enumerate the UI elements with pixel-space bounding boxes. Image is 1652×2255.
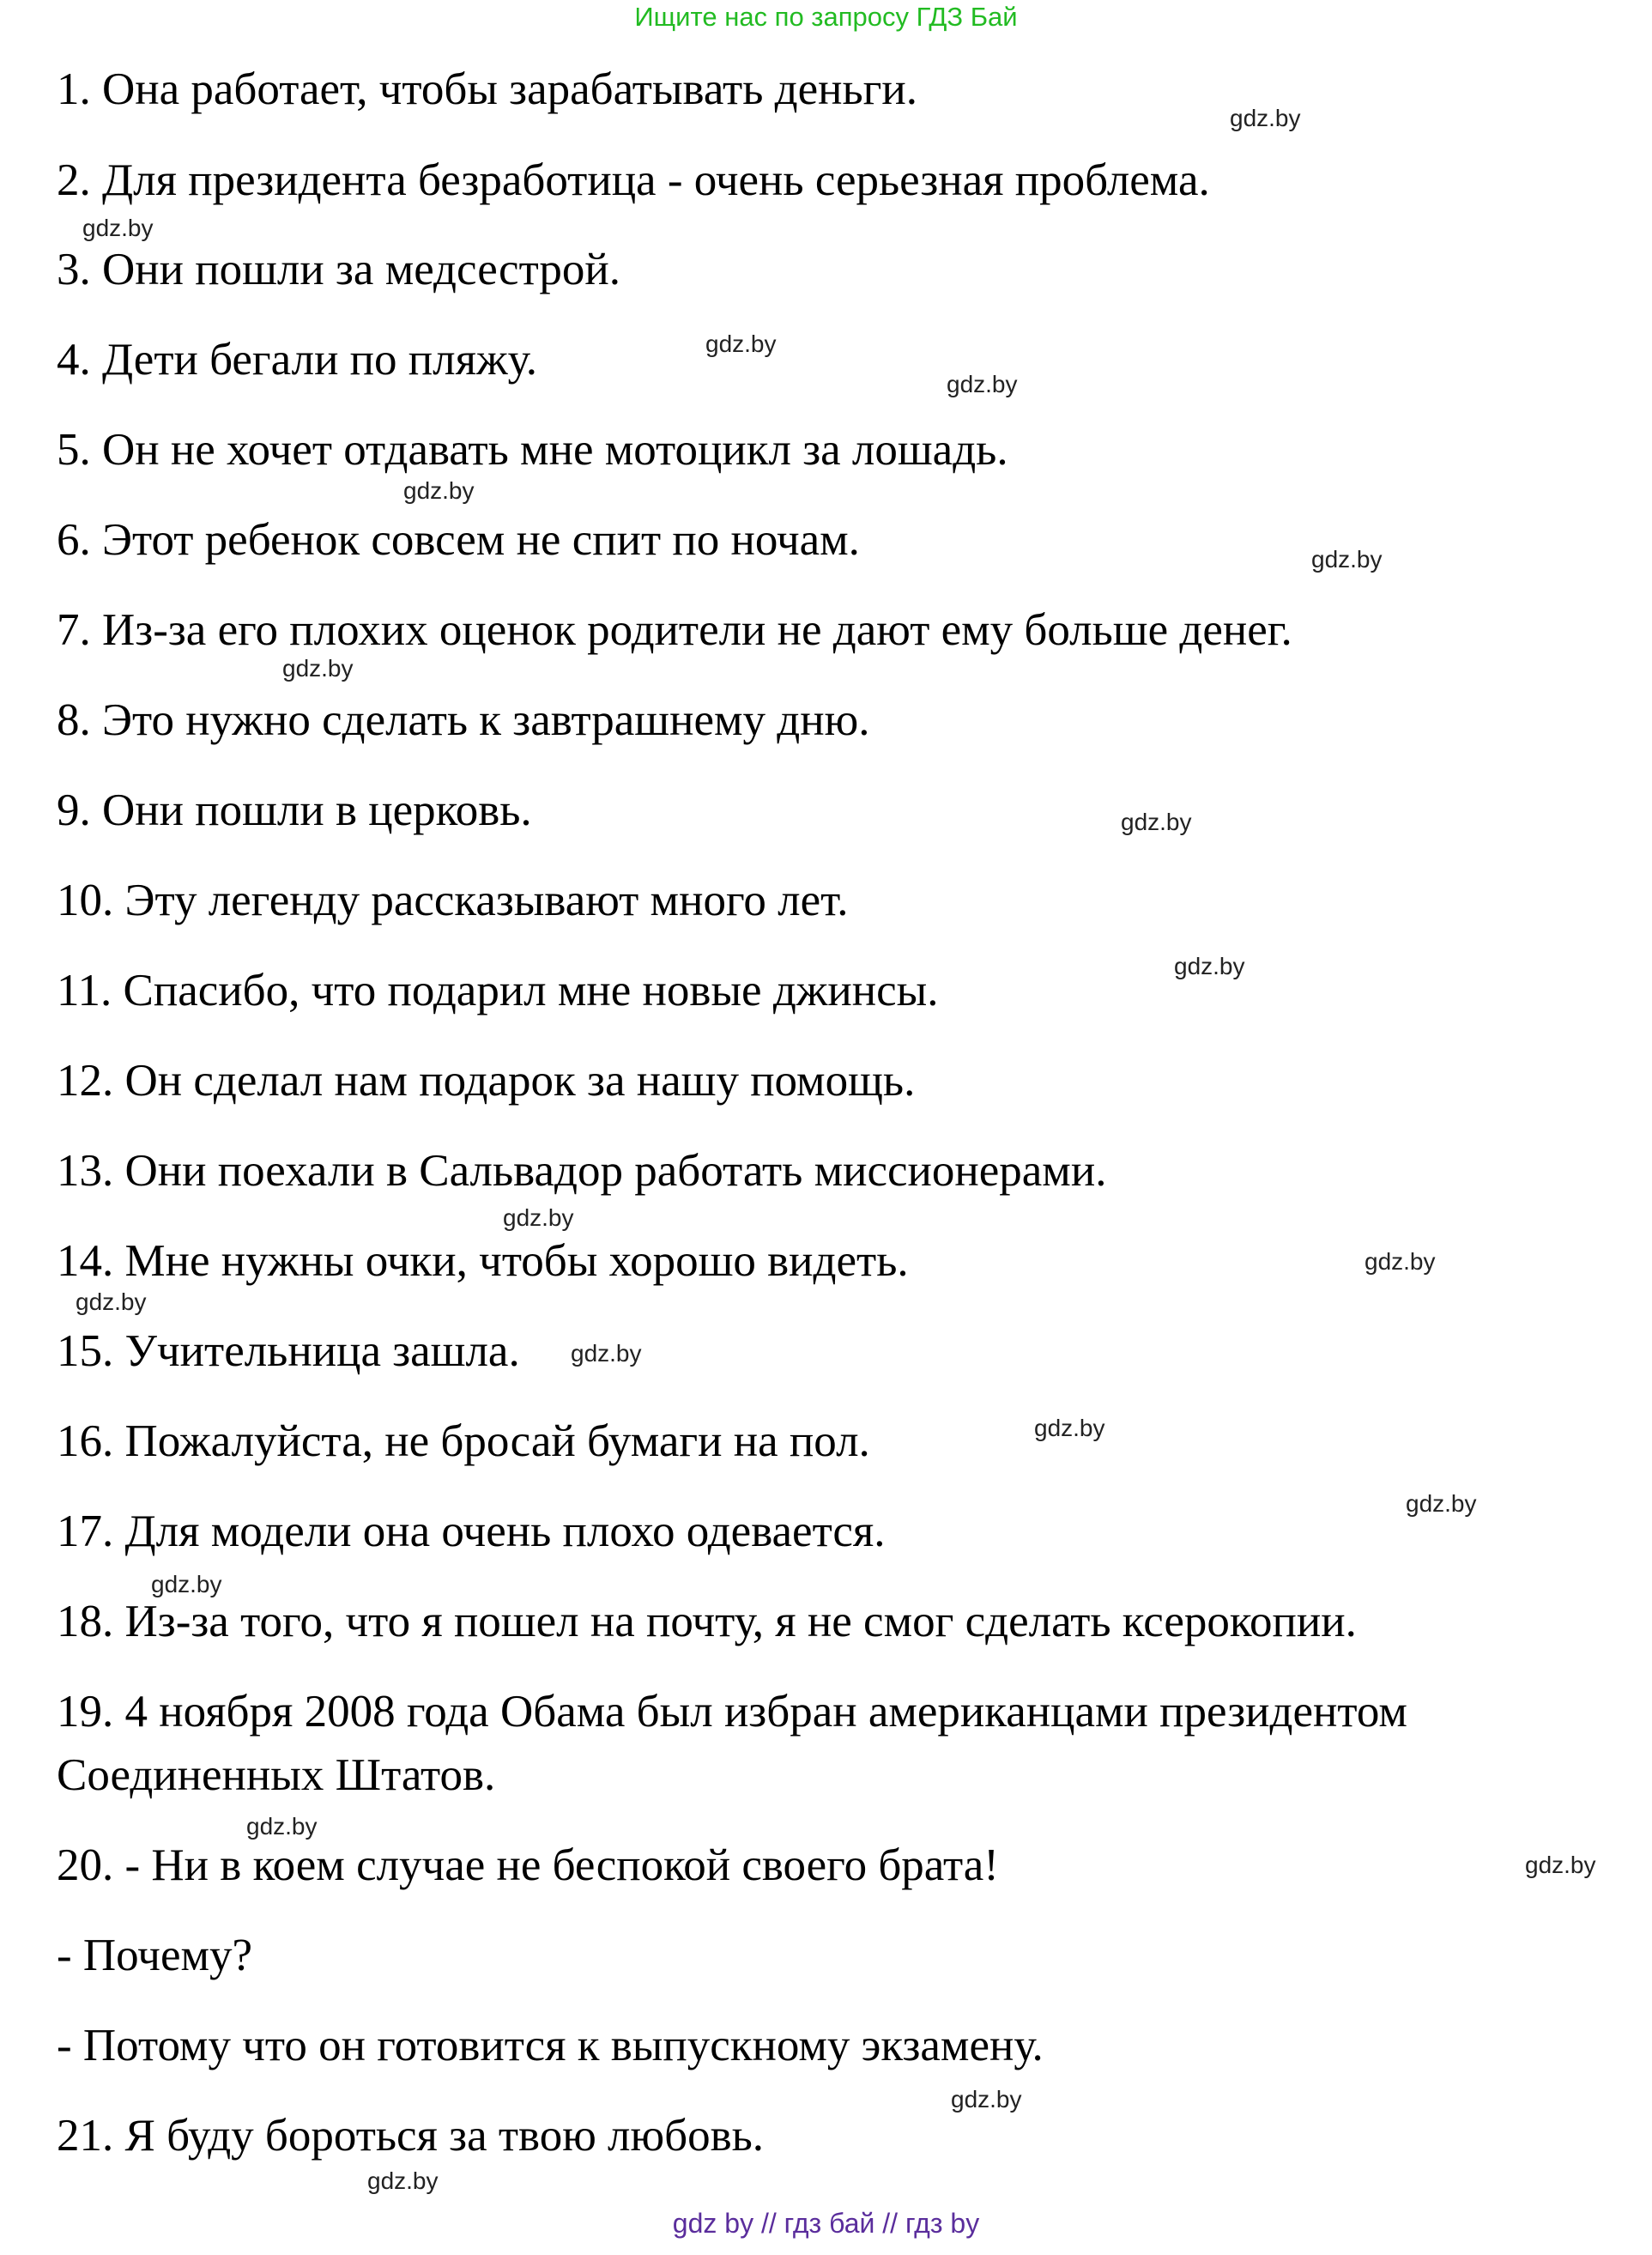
- watermark: gdz.by: [1034, 1415, 1105, 1441]
- sentence-14: 14. Мне нужны очки, чтобы хорошо видеть.: [57, 1236, 909, 1286]
- sentence-15: 15. Учительница зашла.: [57, 1326, 520, 1376]
- sentence-8: 8. Это нужно сделать к завтрашнему дню.: [57, 695, 870, 745]
- header-banner: Ищите нас по запросу ГДЗ Бай: [634, 2, 1018, 32]
- watermark: gdz.by: [705, 330, 777, 357]
- watermark: gdz.by: [1525, 1852, 1596, 1878]
- watermark: gdz.by: [282, 655, 354, 682]
- watermark: gdz.by: [246, 1813, 318, 1840]
- sentence-17: 17. Для модели она очень плохо одевается.: [57, 1506, 886, 1556]
- watermark: gdz.by: [947, 371, 1018, 397]
- sentence-21: 21. Я буду бороться за твою любовь.: [57, 2111, 765, 2161]
- sentence-5: 5. Он не хочет отдавать мне мотоцикл за лошадь.: [57, 425, 1008, 475]
- sentence-19: 19. 4 ноября 2008 года Обама был избран американцами президентом: [57, 1687, 1407, 1737]
- sentence-3: 3. Они пошли за медсестрой.: [57, 245, 620, 294]
- watermark: gdz.by: [1230, 105, 1301, 131]
- watermark: gdz.by: [151, 1571, 222, 1597]
- sentence-11: 11. Спасибо, что подарил мне новые джинсы.: [57, 966, 939, 1015]
- sentence-6: 6. Этот ребенок совсем не спит по ночам.: [57, 515, 860, 565]
- footer-links: gdz by // гдз бай // гдз by: [672, 2208, 980, 2239]
- watermark: gdz.by: [403, 477, 475, 504]
- watermark: gdz.by: [1406, 1490, 1477, 1517]
- dialogue-answer: - Потому что он готовится к выпускному экзамену.: [57, 2021, 1044, 2070]
- watermark: gdz.by: [1311, 546, 1383, 573]
- sentence-18: 18. Из-за того, что я пошел на почту, я не смог сделать ксерокопии.: [57, 1597, 1357, 1646]
- sentence-16: 16. Пожалуйста, не бросай бумаги на пол.: [57, 1416, 870, 1466]
- sentence-1: 1. Она работает, чтобы зарабатывать деньги.: [57, 64, 917, 114]
- watermark: gdz.by: [571, 1340, 642, 1367]
- watermark: gdz.by: [367, 2167, 439, 2194]
- watermark: gdz.by: [1121, 809, 1192, 835]
- sentence-13: 13. Они поехали в Сальвадор работать миссионерами.: [57, 1146, 1107, 1196]
- watermark: gdz.by: [1365, 1248, 1436, 1275]
- watermark: gdz.by: [951, 2086, 1022, 2113]
- sentence-10: 10. Эту легенду рассказывают много лет.: [57, 876, 849, 925]
- watermark: gdz.by: [76, 1288, 147, 1315]
- sentence-20: 20. - Ни в коем случае не беспокой своего брата!: [57, 1840, 999, 1890]
- sentence-2: 2. Для президента безработица - очень серьезная проблема.: [57, 155, 1210, 205]
- sentence-4: 4. Дети бегали по пляжу.: [57, 335, 538, 385]
- watermark: gdz.by: [1174, 953, 1245, 979]
- sentence-9: 9. Они пошли в церковь.: [57, 785, 532, 835]
- watermark: gdz.by: [82, 215, 154, 241]
- watermark: gdz.by: [503, 1204, 574, 1231]
- sentence-12: 12. Он сделал нам подарок за нашу помощь.: [57, 1056, 916, 1106]
- sentence-7: 7. Из-за его плохих оценок родители не дают ему больше денег.: [57, 605, 1292, 655]
- dialogue-question: - Почему?: [57, 1931, 253, 1980]
- sentence-19-continued: Соединенных Штатов.: [57, 1750, 496, 1800]
